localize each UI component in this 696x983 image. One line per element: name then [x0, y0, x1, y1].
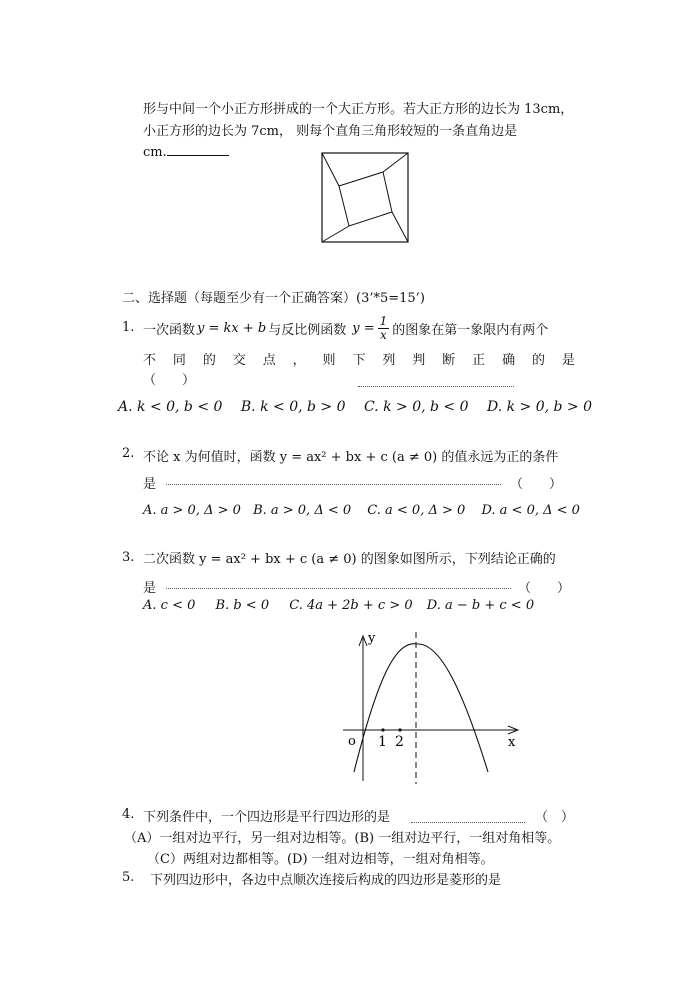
q1-char: 下 — [352, 353, 366, 368]
tick-dot-1 — [381, 728, 384, 731]
q4-number: 4. — [122, 807, 135, 822]
q1-dotted-leader — [358, 386, 514, 387]
q1-option-d[interactable]: D. k > 0, b > 0 — [486, 399, 593, 415]
q1-char: 断 — [442, 353, 456, 368]
q2-option-b[interactable]: B. a > 0, Δ < 0 — [253, 503, 352, 518]
x-axis-label: x — [508, 735, 516, 750]
parabola-curve — [354, 644, 488, 772]
q1-frac-numerator: 1 — [379, 313, 388, 328]
q1-char: 列 — [382, 353, 396, 368]
q1-option-a[interactable]: A. k < 0, b < 0 — [118, 399, 223, 415]
q3-stem: 二次函数 y = ax² + bx + c (a ≠ 0) 的图象如图所示，下列结论正确的 — [143, 552, 556, 567]
q1-char: 点 — [262, 353, 276, 368]
q2-dotted-leader — [166, 484, 501, 485]
intro-line-3 — [143, 143, 229, 160]
q1-char: 的 — [531, 353, 545, 368]
q2-option-a[interactable]: A. a > 0, Δ > 0 — [143, 503, 241, 518]
y-axis-label: y — [368, 631, 376, 646]
q1-char: 的 — [202, 353, 216, 368]
q4-options-line2[interactable]: （C）两组对边都相等。(D) 一组对边相等，一组对角相等。 — [147, 852, 494, 867]
q1-char: 判 — [412, 353, 426, 368]
q3-stem-line2: 是 — [143, 581, 157, 596]
q3-options — [143, 598, 534, 613]
answer-blank[interactable] — [167, 143, 229, 156]
q3-option-d[interactable]: D. a − b + c < 0 — [426, 598, 535, 613]
q3-option-c[interactable]: C. 4a + 2b + c > 0 — [289, 598, 413, 613]
q1-char: ， — [292, 353, 306, 368]
q1-char: 正 — [472, 353, 486, 368]
q1-option-c[interactable]: C. k > 0, b < 0 — [363, 399, 469, 415]
q1-stem-line1 — [143, 313, 548, 343]
q3-dotted-leader — [166, 588, 511, 589]
q1-inverse-expr: y = — [352, 320, 375, 336]
q1-char: 是 — [561, 353, 575, 368]
q1-option-b[interactable]: B. k < 0, b > 0 — [240, 399, 346, 415]
q2-stem: 不论 x 为何值时，函数 y = ax² + bx + c (a ≠ 0) 的值永远为正的条件 — [143, 450, 559, 465]
q1-stem-line2 — [143, 349, 575, 368]
intro-line-1: 形与中间一个小正方形拼成的一个大正方形。若大正方形的边长为 13cm， — [143, 102, 574, 117]
q1-frac-denominator: x — [380, 327, 387, 342]
tick-label-1: 1 — [378, 734, 387, 750]
q1-answer-paren[interactable]: （ ） — [143, 373, 196, 388]
q2-option-d[interactable]: D. a < 0, Δ < 0 — [481, 503, 580, 518]
q3-option-b[interactable]: B. b < 0 — [215, 598, 270, 613]
q3-number: 3. — [122, 550, 135, 565]
q4-stem: 下列条件中，一个四边形是平行四边形的是 — [143, 810, 391, 825]
q1-text-b: 与反比例函数 — [268, 322, 347, 338]
q1-options — [118, 399, 592, 415]
intro-line-2: 小正方形的边长为 7cm， 则每个直角三角形较短的一条直角边是 — [143, 124, 518, 139]
q5-stem: 下列四边形中，各边中点顺次连接后构成的四边形是菱形的是 — [150, 873, 502, 888]
q1-text-c: 的图象在第一象限内有两个 — [392, 322, 549, 338]
origin-label: o — [348, 734, 356, 749]
q1-char: 确 — [502, 353, 516, 368]
q2-options — [143, 503, 580, 518]
q2-answer-paren[interactable]: （ ） — [510, 477, 563, 492]
tick-label-2: 2 — [395, 734, 404, 750]
q1-char: 则 — [322, 353, 336, 368]
tick-dot-2 — [398, 728, 401, 731]
q1-text-a: 一次函数 — [143, 322, 196, 338]
q2-option-c[interactable]: C. a < 0, Δ > 0 — [367, 503, 466, 518]
q2-number: 2. — [122, 446, 135, 461]
q5-number: 5. — [122, 870, 135, 885]
q1-char: 不 — [143, 353, 157, 368]
q1-linear-expr: y = kx + b — [197, 320, 267, 336]
q4-options-line1[interactable]: （A）一组对边平行，另一组对边相等。(B) 一组对边平行，一组对角相等。 — [124, 831, 561, 846]
q3-answer-paren[interactable]: （ ） — [518, 581, 571, 596]
q1-fraction — [378, 315, 390, 342]
square-figure — [321, 152, 411, 244]
q4-answer-paren[interactable]: （ ） — [535, 810, 575, 825]
q3-option-a[interactable]: A. c < 0 — [143, 598, 196, 613]
q4-dotted-leader — [411, 822, 525, 823]
q2-stem-line2: 是 — [143, 477, 157, 492]
section-heading: 二、选择题（每题至少有一个正确答案）(3’*5=15’) — [122, 291, 425, 306]
q1-char: 交 — [232, 353, 246, 368]
q1-number: 1. — [122, 320, 135, 335]
unit-label: cm. — [143, 145, 167, 160]
q1-char: 同 — [172, 353, 186, 368]
q3-parabola-graph — [340, 628, 520, 788]
